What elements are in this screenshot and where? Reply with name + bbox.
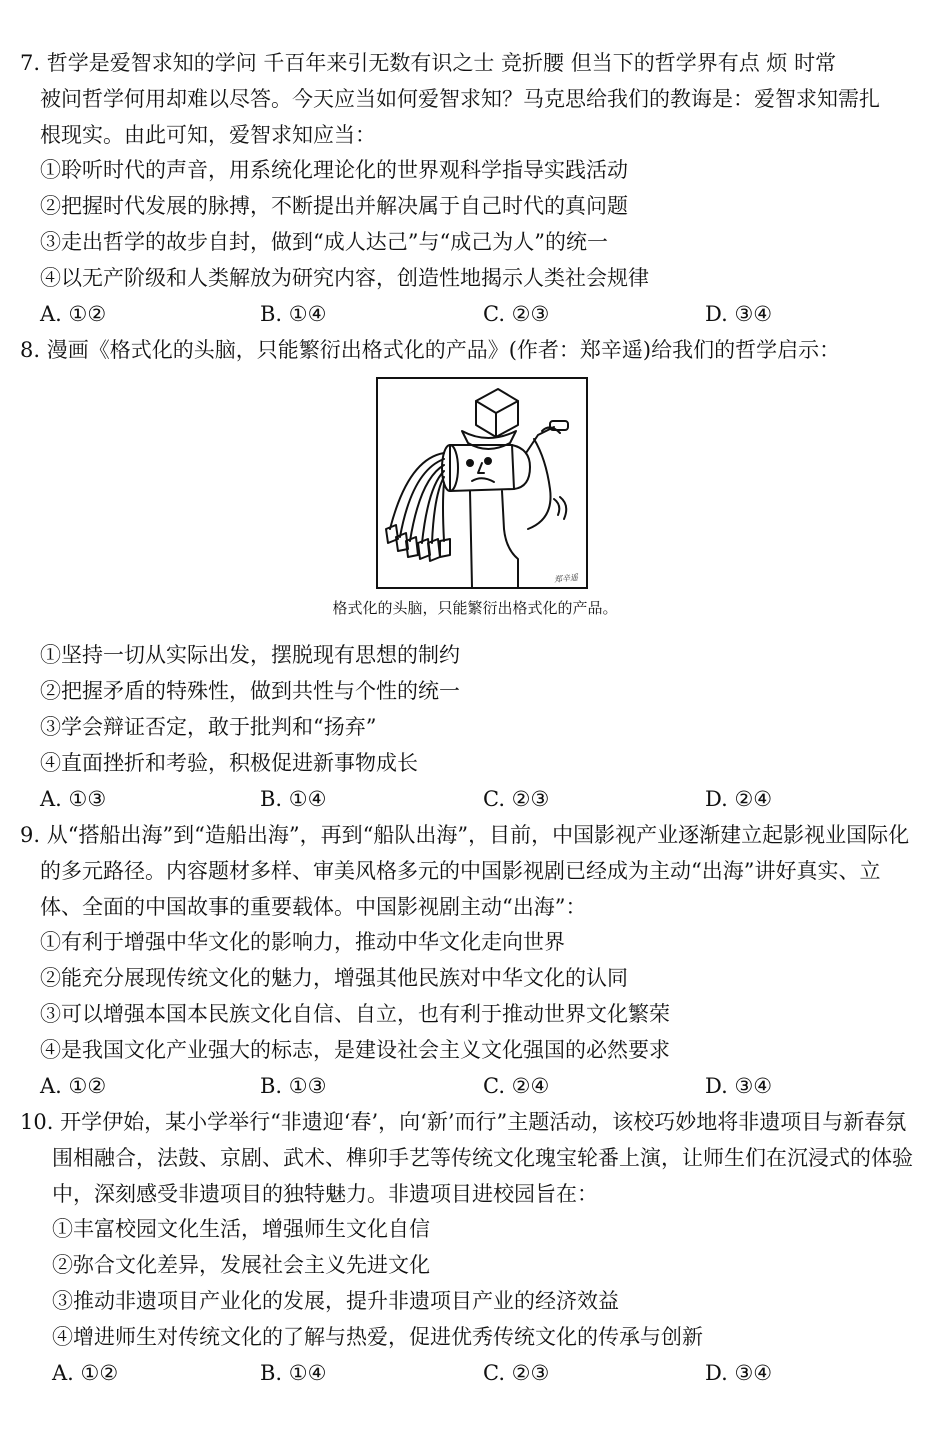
q7-stem-line-3: 根现实。由此可知，爱智求知应当：: [40, 123, 376, 147]
q9-stem-line-1: 9. 从“搭船出海”到“造船出海”，再到“船队出海”，目前，中国影视产业逐渐建立起影视业国际化: [20, 823, 910, 847]
q7-option-a[interactable]: A. ①②: [40, 302, 107, 326]
q8-option-a[interactable]: A. ①③: [40, 787, 107, 811]
q8-item-4: ④直面挫折和考验，积极促进新事物成长: [40, 751, 418, 775]
q7-option-d[interactable]: D. ③④: [705, 302, 773, 326]
q8-stem-line-1: 8. 漫画《格式化的头脑，只能繁衍出格式化的产品》(作者：郑辛遥)给我们的哲学启示：: [20, 338, 841, 362]
q8-option-c[interactable]: C. ②③: [483, 787, 550, 811]
q10-option-b[interactable]: B. ①④: [260, 1361, 327, 1385]
q9-stem-line-2: 的多元路径。内容题材多样、审美风格多元的中国影视剧已经成为主动“出海”讲好真实、立: [40, 859, 881, 883]
cartoon-drawing: [378, 379, 586, 587]
q9-item-3: ③可以增强本国本民族文化自信、自立，也有利于推动世界文化繁荣: [40, 1002, 670, 1026]
q7-option-c[interactable]: C. ②③: [483, 302, 550, 326]
q10-option-d[interactable]: D. ③④: [705, 1361, 773, 1385]
q9-options: [0, 1071, 950, 1101]
q8-item-1: ①坚持一切从实际出发，摆脱现有思想的制约: [40, 643, 460, 667]
q10-item-4: ④增进师生对传统文化的了解与热爱，促进优秀传统文化的传承与创新: [52, 1325, 703, 1349]
cartoon-caption: 格式化的头脑，只能繁衍出格式化的产品。: [332, 599, 618, 617]
q9-option-c[interactable]: C. ②④: [483, 1074, 550, 1098]
q8-option-d[interactable]: D. ②④: [705, 787, 773, 811]
cartoon-image: [376, 377, 588, 589]
q10-options: [0, 1358, 950, 1388]
q9-item-1: ①有利于增强中华文化的影响力，推动中华文化走向世界: [40, 930, 565, 954]
q9-option-a[interactable]: A. ①②: [40, 1074, 107, 1098]
q10-stem-line-1: 10. 开学伊始，某小学举行“非遗迎‘春’，向‘新’而行”主题活动，该校巧妙地将非遗项目与新春氛: [20, 1110, 907, 1134]
cartoon-signature: 郑辛遥: [553, 572, 579, 585]
q9-item-4: ④是我国文化产业强大的标志，是建设社会主义文化强国的必然要求: [40, 1038, 670, 1062]
q9-option-d[interactable]: D. ③④: [705, 1074, 773, 1098]
q8-options: [0, 784, 950, 814]
q10-stem-line-3: 中，深刻感受非遗项目的独特魅力。非遗项目进校园旨在：: [52, 1182, 598, 1206]
q10-option-a[interactable]: A. ①②: [52, 1361, 119, 1385]
q7-item-3: ③走出哲学的故步自封，做到“成人达己”与“成己为人”的统一: [40, 230, 608, 254]
q10-option-c[interactable]: C. ②③: [483, 1361, 550, 1385]
q10-item-2: ②弥合文化差异，发展社会主义先进文化: [52, 1253, 430, 1277]
q8-option-b[interactable]: B. ①④: [260, 787, 327, 811]
q9-item-2: ②能充分展现传统文化的魅力，增强其他民族对中华文化的认同: [40, 966, 628, 990]
q7-stem-line-2: 被问哲学何用却难以尽答。今天应当如何爱智求知？马克思给我们的教诲是：爱智求知需扎: [40, 87, 880, 111]
q10-item-3: ③推动非遗项目产业化的发展，提升非遗项目产业的经济效益: [52, 1289, 619, 1313]
q8-item-3: ③学会辩证否定，敢于批判和“扬弃”: [40, 715, 377, 739]
q10-stem-line-2: 围相融合，法鼓、京剧、武术、榫卯手艺等传统文化瑰宝轮番上演，让师生们在沉浸式的体验: [52, 1146, 913, 1170]
q7-item-1: ①聆听时代的声音，用系统化理论化的世界观科学指导实践活动: [40, 158, 628, 182]
q9-option-b[interactable]: B. ①③: [260, 1074, 327, 1098]
q7-option-b[interactable]: B. ①④: [260, 302, 327, 326]
q7-item-2: ②把握时代发展的脉搏，不断提出并解决属于自己时代的真问题: [40, 194, 628, 218]
q7-item-4: ④以无产阶级和人类解放为研究内容，创造性地揭示人类社会规律: [40, 266, 649, 290]
q7-stem-line-1: 7. 哲学是爱智求知的学问 千百年来引无数有识之士 竞折腰 但当下的哲学界有点 烦 时常: [20, 51, 837, 75]
q9-stem-line-3: 体、全面的中国故事的重要载体。中国影视剧主动“出海”：: [40, 895, 587, 919]
q7-options: [0, 299, 950, 329]
q8-item-2: ②把握矛盾的特殊性，做到共性与个性的统一: [40, 679, 460, 703]
q10-item-1: ①丰富校园文化生活，增强师生文化自信: [52, 1217, 430, 1241]
